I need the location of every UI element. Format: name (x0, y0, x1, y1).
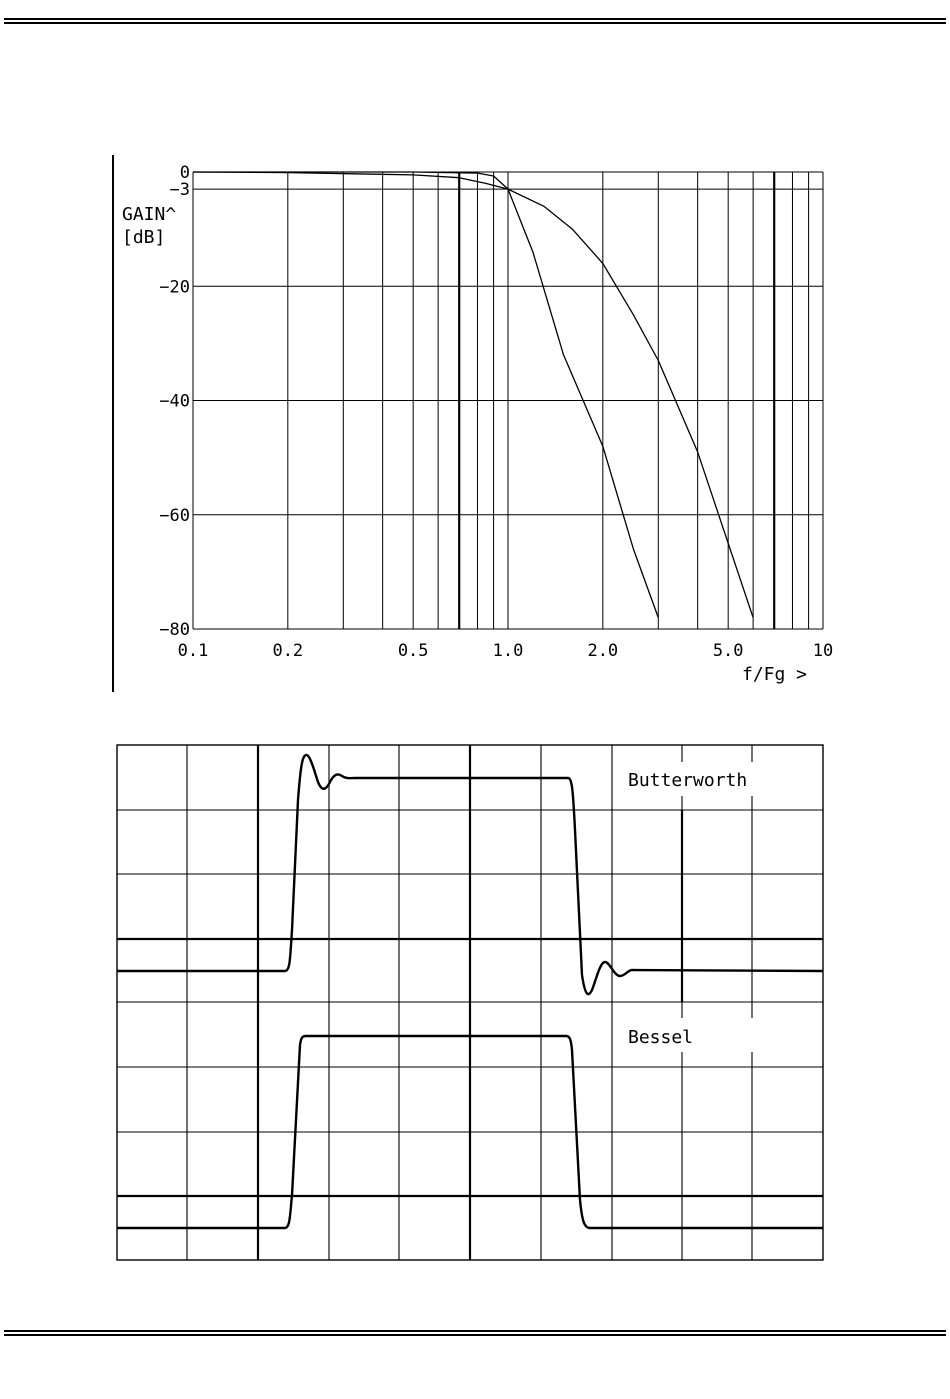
x-tick-label: 0.1 (177, 641, 209, 661)
x-axis-label: f/Fg > (742, 664, 808, 685)
x-tick-label: 2.0 (587, 641, 619, 661)
y-tick-label: −3 (169, 180, 190, 201)
x-tick-label: 5.0 (712, 641, 744, 661)
butterworth-label: Butterworth (628, 770, 748, 791)
y-tick-label: −20 (159, 277, 190, 298)
y-axis-label-line2: [dB] (122, 227, 166, 248)
y-axis-label-line1: GAIN^ (122, 204, 177, 225)
step-grid (117, 745, 823, 1260)
y-tick-label: −60 (159, 505, 190, 526)
x-tick-label: 1.0 (492, 641, 524, 661)
x-tick-label: 0.2 (272, 641, 304, 661)
y-tick-label: −40 (159, 391, 190, 412)
y-tick-label: 0 (179, 163, 190, 183)
y-tick-label: −80 (159, 620, 190, 640)
x-tick-label: 10 (812, 641, 834, 661)
bessel-label: Bessel (628, 1027, 694, 1048)
x-tick-label: 0.5 (397, 641, 429, 661)
